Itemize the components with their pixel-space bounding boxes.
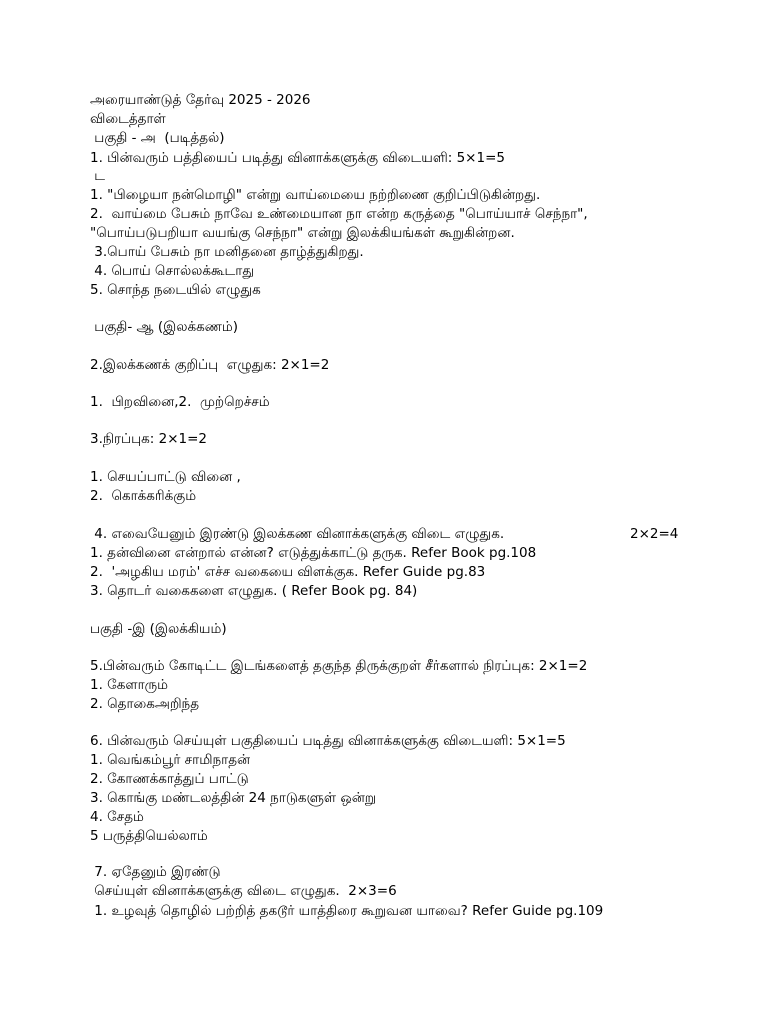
text-line xyxy=(90,110,166,128)
text-line-content: 2. வாய்மை பேசும் நாவே உண்மையான நா என்ற கருத்தை "பொய்யாச் செந்நா", xyxy=(90,206,588,222)
text-line-content: 7. ஏதேனும் இரண்டு xyxy=(90,864,221,880)
text-line xyxy=(90,732,566,750)
text-line-content: 4. பொய் சொல்லக்கூடாது xyxy=(90,263,255,279)
text-line-content: அரையாண்டுத் தேர்வு 2025 - 2026 xyxy=(90,92,311,108)
text-line-content: 5.பின்வரும் கோடிட்ட இடங்களைத் தகுந்த திருக்குறள் சீர்களால் நிரப்புக: 2×1=2 xyxy=(90,658,588,674)
text-line xyxy=(90,582,417,600)
text-line-content: விடைத்தாள் xyxy=(90,111,166,127)
text-line-content: 2.இலக்கணக் குறிப்பு எழுதுக: 2×1=2 xyxy=(90,357,330,373)
text-line-content: 3. தொடர் வகைகளை எழுதுக. ( Refer Book pg. 84) xyxy=(90,583,418,599)
text-line xyxy=(90,808,144,826)
text-line-content: பகுதி -இ (இலக்கியம்) xyxy=(90,621,227,637)
text-line xyxy=(90,563,485,581)
text-line-content: 2. கொக்கரிக்கும் xyxy=(90,488,197,504)
text-line-content: 2. கோணக்காத்துப் பாட்டு xyxy=(90,771,249,787)
text-line-content: 6. பின்வரும் செய்யுள் பகுதியைப் படித்து வினாக்களுக்கு விடையளி: 5×1=5 xyxy=(90,733,566,749)
text-line xyxy=(90,356,329,374)
text-line-content: 2. 'அழகிய மரம்' எச்ச வகையை விளக்குக. Refer Guide pg.83 xyxy=(90,564,486,580)
text-line-content: பகுதி - அ (படித்தல்) xyxy=(90,130,225,146)
text-line xyxy=(90,281,261,299)
text-line-content: 5 பருத்தியெல்லாம் xyxy=(90,828,208,844)
text-line xyxy=(90,882,397,900)
text-line xyxy=(90,695,199,713)
text-line-content: 5. சொந்த நடையில் எழுதுக xyxy=(90,282,261,298)
text-line xyxy=(90,468,241,486)
text-line-content: செய்யுள் வினாக்களுக்கு விடை எழுதுக. 2×3=6 xyxy=(90,883,397,899)
text-line xyxy=(90,167,105,185)
text-line xyxy=(90,770,249,788)
text-line xyxy=(90,620,227,638)
text-line xyxy=(90,863,221,881)
text-line xyxy=(90,902,603,920)
text-line-content: 1. பிறவினை,2. முற்றெச்சம் xyxy=(90,394,270,410)
text-line xyxy=(90,487,196,505)
text-line xyxy=(90,544,536,562)
text-line-content: 3. கொங்கு மண்டலத்தின் 24 நாடுகளுள் ஒன்று xyxy=(90,790,377,806)
text-line-content: 1. தன்வினை என்றால் என்ன? எடுத்துக்காட்டு தருக. Refer Book pg.108 xyxy=(90,545,537,561)
text-line-content: 4. சேதம் xyxy=(90,809,144,825)
text-line xyxy=(90,318,238,336)
text-line-content: 2. தொகைஅறிந்த xyxy=(90,696,200,712)
text-line xyxy=(90,430,207,448)
text-line-content: 3.பொய் பேசும் நா மனிதனை தாழ்த்துகிறது. xyxy=(90,244,364,260)
text-line xyxy=(90,224,515,242)
marks-label: 2×2=4 xyxy=(630,526,679,542)
text-line-content: "பொய்படுபறியா வயங்கு செந்நா" என்று இலக்கியங்கள் கூறுகின்றன. xyxy=(90,225,515,241)
text-line xyxy=(90,751,250,769)
text-line-content: 1. கேளாரும் xyxy=(90,677,169,693)
text-line-content: 1. "பிழையா நன்மொழி" என்று வாய்மையை நற்றிணை குறிப்பிடுகின்றது. xyxy=(90,187,541,203)
text-line xyxy=(90,827,208,845)
text-line xyxy=(90,243,364,261)
text-line-content: 1. வெங்கம்பூர் சாமிநாதன் xyxy=(90,752,251,768)
text-line xyxy=(90,129,224,147)
text-line-content: பகுதி- ஆ (இலக்கணம்) xyxy=(90,319,239,335)
text-line-content: 1. பின்வரும் பத்தியைப் படித்து வினாக்களுக்கு விடையளி: 5×1=5 xyxy=(90,150,505,166)
text-line xyxy=(90,262,254,280)
text-line xyxy=(90,205,588,223)
text-line xyxy=(90,149,505,167)
text-line xyxy=(90,393,270,411)
text-line xyxy=(90,657,587,675)
text-line-content: 4. எவையேனும் இரண்டு இலக்கண வினாக்களுக்கு விடை எழுதுக. xyxy=(90,526,505,542)
text-line-content: 1. செயப்பாட்டு வினை , xyxy=(90,469,241,485)
text-line-content: 1. உழவுத் தொழில் பற்றித் தகடூர் யாத்திரை கூறுவன யாவை? Refer Guide pg.109 xyxy=(90,903,604,919)
text-line-content: ட xyxy=(90,168,106,184)
text-line xyxy=(90,186,540,204)
text-line xyxy=(90,789,376,807)
text-line xyxy=(90,525,679,543)
text-line xyxy=(90,676,168,694)
text-line-content: 3.நிரப்புக: 2×1=2 xyxy=(90,431,207,447)
text-line xyxy=(90,91,311,109)
